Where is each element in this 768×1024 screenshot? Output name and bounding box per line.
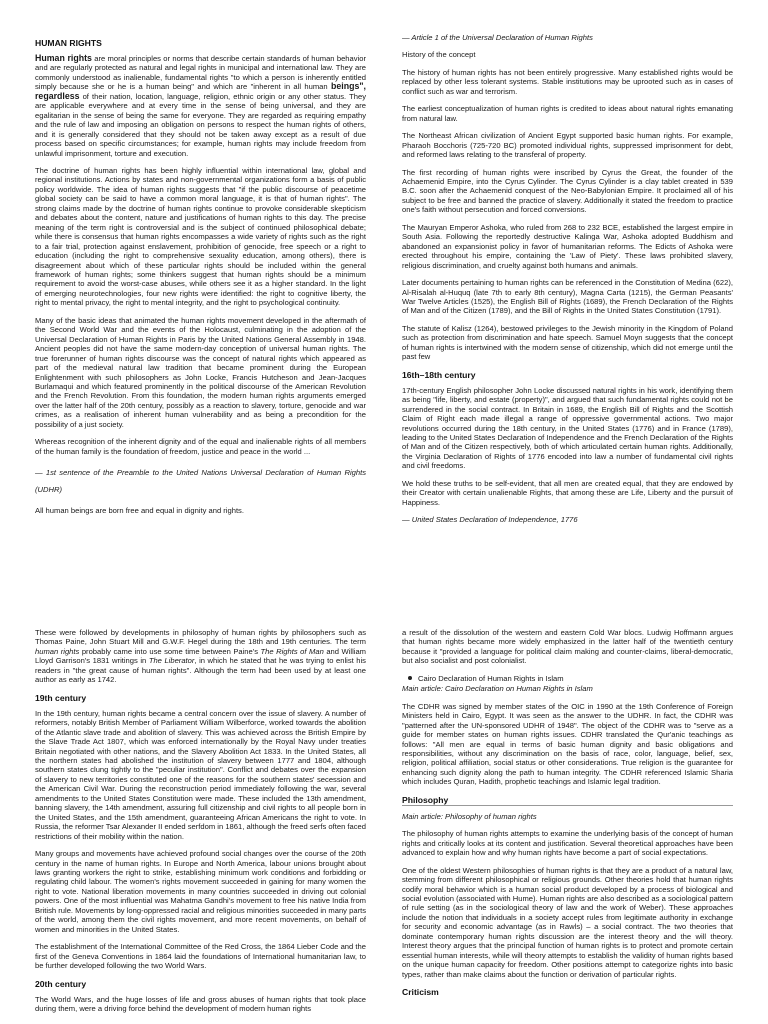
paragraph: The CDHR was signed by member states of the OIC in 1990 at the 19th Conference of Foreign Ministers held in Cairo, Egypt. It was seen as the answer to the UDHR. In fact, the CDHR was "patterned after the UN-sponsored UDHR of 1948". The object of the CDHR was to "serve as a guide for member states on human rights issues. CDHR translated the Qur'anic teachings as follows: "All men are equal in terms of basic human dignity and basic obligations and responsibilities, without any discrimination on the basis of race, color, language, belief, sex, religion, political affiliation, social status or other considerations. True religion is the guarantee for enhancing such dignity along the path to human integrity. The CDHR referenced Islamic Sharia which includes Quran, Hadith, prophetic teachings and Islamic legal tradition. bbox=[402, 701, 733, 787]
paragraph: Whereas recognition of the inherent dignity and of the equal and inalienable rights of all members of the human family is the foundation of freedom, justice and peace in the world ... bbox=[35, 437, 366, 456]
column-top-left bbox=[35, 38, 366, 524]
section-heading: Philosophy bbox=[402, 795, 733, 806]
bullet-item bbox=[408, 674, 733, 683]
column-bottom-right bbox=[402, 628, 733, 1003]
paragraph: a result of the dissolution of the western and eastern Cold War blocs. Ludwig Hoffmann argues that human rights became more widely emphasized in the latter half of the twentieth century because it "provided a language for political claim making and counter-claims, liberal-democratic, but also socialist and post colonialist. bbox=[402, 628, 733, 666]
bold-run: beings", regardless bbox=[35, 81, 366, 101]
main-article-link[interactable]: Main article: Philosophy of human rights bbox=[402, 811, 537, 821]
paragraph: One of the oldest Western philosophies of human rights is that they are a product of a natural law, stemming from different philosophical or religious grounds. Other theories hold that human rights codify moral behavior which is a human social product developed by a process of biological and social evolution (associated with Hume). Human rights are also described as a sociological pattern of rule setting (as in the sociological theory of law and the work of Weber). These approaches include the notion that individuals in a society accept rules from legitimate authority in exchange for security and economic advantage (as in Rawls) – a social contract. The two theories that dominate contemporary human rights discussion are the interest theory and the will theory. Interest theory argues that the principal function of human rights is to protect and promote certain essential human interests, while will theory attempts to establish the validity of human rights based on the unique human capacity for freedom. Other positions attempt to categorize rights into basic types, rather than make claims about the function or derivation of particular rights. bbox=[402, 865, 733, 979]
text-run: of their nation, location, language, religion, ethnic origin or any other status. They are applicable everywhere and at every time in the sense of being universal, and they are egalitarian in the sense of being the same for everyone. They are regarded as requiring empathy and the rule of law and imposing an obligation on persons to respect the human rights of others, and it is generally considered that they should not be taken away except as a result of due process based on specific circumstances; for example, human rights may include freedom from unlawful imprisonment, torture and execution. bbox=[35, 91, 366, 158]
text-run: probably came into use some time between Paine's bbox=[79, 646, 261, 656]
paragraph: The statute of Kalisz (1264), bestowed privileges to the Jewish minority in the Kingdom of Poland such as protection from discrimination and hate speech. Samuel Moyn suggests that the concept of human rights is intertwined with the modern sense of citizenship, which did not emerge until the past few bbox=[402, 323, 733, 362]
paragraph bbox=[35, 628, 366, 685]
paragraph: 17th-century English philosopher John Locke discussed natural rights in his work, identifying them as being "life, liberty, and estate (property)", and argued that such fundamental rights could not be surrendered in the social contract. In Britain in 1689, the English Bill of Rights and the Scottish Claim of Right each made illegal a range of oppressive governmental actions. Two major revolutions occurred during the 18th century, in the United States (1776) and in France (1789), leading to the United States Declaration of Independence and the French Declaration of the Rights of Man and of the Citizen respectively, both of which articulated certain human rights. Additionally, the Virginia Declaration of Rights of 1776 encoded into law a number of fundamental civil rights and civil freedoms. bbox=[402, 385, 733, 471]
paragraph: The Northeast African civilization of Ancient Egypt supported basic human rights. For example, Pharaoh Bocchoris (725-720 BC) promoted individual rights, suppressed imprisonment for debt, and reformed laws relating to the transferal of property. bbox=[402, 131, 733, 160]
column-bottom-left bbox=[35, 628, 366, 1021]
paragraph: Many groups and movements have achieved profound social changes over the course of the 20th century in the name of human rights. In Europe and North America, labour unions brought about laws granting workers the right to strike, establishing minimum work conditions and forbidding or regulating child labour. The women's rights movement succeeded in gaining for many women the right to vote. National liberation movements in many countries succeeded in driving out colonial powers. One of the most influential was Mahatma Gandhi's movement to free his native India from British rule. Movements by long-oppressed racial and religious minorities succeeded in many parts of the world, among them the civil rights movement, and more recent movements, on behalf of women and minorities in the United States. bbox=[35, 849, 366, 934]
text-run: , in which he stated that he was trying to enlist his readers in "the great cause of human rights". Although the term had been used by at least one author as early as 1742. bbox=[35, 656, 366, 685]
section-heading: 20th century bbox=[35, 978, 87, 989]
paragraph bbox=[35, 54, 366, 158]
bullet-label: Cairo Declaration of Human Rights in Islam bbox=[418, 673, 564, 683]
section-heading: 16th–18th century bbox=[402, 369, 476, 380]
paragraph: All human beings are born free and equal in dignity and rights. bbox=[35, 506, 244, 516]
text-run: These were followed by developments in philosophy of human rights by philosophers such as Thomas Paine, John Stuart Mill and G.W.F. Hegel during the 18th and 19th centuries. The term bbox=[35, 628, 366, 647]
main-article-link[interactable]: Main article: Cairo Declaration on Human Rights in Islam bbox=[402, 684, 593, 694]
paragraph: Later documents pertaining to human rights can be referenced in the Constitution of Medina (622), Al-Risalah al-Huquq (late 7th to early 8th century), Magna Carta (1215), the German Peasants' War Twelve Articles (1525), the English Bill of Rights (1689), the French Declaration of the Rights of Man and of the Citizen (1789), and the Bill of Rights in the United States Constitution (1791). bbox=[402, 278, 733, 316]
column-top-right bbox=[402, 33, 733, 533]
italic-run: The Rights of Man bbox=[260, 646, 324, 656]
quote-attribution: — United States Declaration of Independence, 1776 bbox=[402, 515, 578, 525]
text-run: are moral principles or norms that describe certain standards of human behavior and are regularly protected as natural and legal rights in municipal and international law. They are commonly understood as inalienable, fundamental rights "to which a person is inherently entitled simply because she or he is a human being" and which are "inherent in all human bbox=[35, 54, 366, 92]
text-run: and William Lloyd Garrison's 1831 writings in bbox=[35, 646, 366, 666]
paragraph: The first recording of human rights were inscribed by Cyrus the Great, the founder of the Achaemenid Empire, into the Cyrus Cylinder. The Cyrus Cylinder is a clay tablet created in 539 B.C. soon after the Achaemenid conquest of the Neo-Babylonian Empire. It proclaimed all of his subject to be free and banned the practice of slavery. Additionally it stated the freedom to practice one's faith without persecution and forced conversions. bbox=[402, 167, 733, 215]
italic-run: human rights bbox=[35, 646, 80, 656]
paragraph: The history of human rights has not been entirely progressive. Many established rights would be replaced by other less tolerant systems. Stable institutions may be uprooted such as in cases of conflict such as war and terrorism. bbox=[402, 67, 733, 96]
paragraph: The Mauryan Emperor Ashoka, who ruled from 268 to 232 BCE, established the largest empire in South Asia. Following the reportedly destructive Kalinga War, Ashoka adopted Buddhism and abandoned an expansionist policy in favor of humanitarian reforms. The Edicts of Ashoka were erected throughout his empire, containing the 'Law of Piety'. These laws prohibited slavery, religious discrimination, and cruelty against both humans and animals. bbox=[402, 222, 733, 270]
section-heading: Criticism bbox=[402, 987, 439, 998]
paragraph: We hold these truths to be self-evident, that all men are created equal, that they are endowed by their Creator with certain unalienable Rights, that among these are Life, Liberty and the pursuit of Happiness. bbox=[402, 478, 733, 507]
section-heading: 19th century bbox=[35, 692, 87, 703]
italic-run: The Liberator bbox=[148, 656, 195, 666]
page-title: HUMAN RIGHTS bbox=[35, 38, 102, 48]
paragraph: In the 19th century, human rights became a central concern over the issue of slavery. A number of reformers, notably British Member of Parliament William Wilberforce, worked towards the abolition of the Atlantic slave trade and abolition of slavery. This was achieved across the British Empire by the Slave Trade Act 1807, which was enforced internationally by the Royal Navy under treaties Britain negotiated with other nations, and the Slavery Abolition Act 1833. In the United States, all the northern states had abolished the institution of slavery between 1777 and 1804, although southern states clung tightly to the "peculiar institution". Conflict and debates over the expansion of slavery to new territories constituted one of the reasons for the southern states' secession and the American Civil War. During the reconstruction period immediately following the war, several amendments to the United States Constitution were made. These included the 13th amendment, banning slavery, the 14th amendment, assuring full citizenship and civil rights to all people born in the United States, and the 15th amendment, guaranteeing African Americans the right to vote. In Russia, the reformer Tsar Alexander II ended serfdom in 1861, although the freed serfs often faced restrictions of their mobility within the nation. bbox=[35, 708, 366, 841]
paragraph: The establishment of the International Committee of the Red Cross, the 1864 Lieber Code and the first of the Geneva Conventions in 1864 laid the foundations of International humanitarian law, to be further developed following the two World Wars. bbox=[35, 942, 366, 971]
paragraph: Many of the basic ideas that animated the human rights movement developed in the aftermath of the Second World War and the events of the Holocaust, culminating in the adoption of the Universal Declaration of Human Rights in Paris by the United Nations General Assembly in 1948. Ancient peoples did not have the same modern-day conception of universal human rights. The true forerunner of human rights discourse was the concept of natural rights which appeared as part of the medieval natural law tradition that became prominent during the European Enlightenment with such philosophers as John Locke, Francis Hutcheson and Jean-Jacques Burlamaqui and which featured prominently in the political discourse of the American Revolution and the French Revolution. From this foundation, the modern human rights arguments emerged over the latter half of the 20th century, possibly as a reaction to slavery, torture, genocide and war crimes, as a realisation of inherent human vulnerability and as being a precondition for the possibility of a just society. bbox=[35, 315, 366, 429]
quote-attribution: — Article 1 of the Universal Declaration of Human Rights bbox=[402, 33, 593, 42]
paragraph: The World Wars, and the huge losses of life and gross abuses of human rights that took place during them, were a driving force behind the development of modern human rights bbox=[35, 994, 366, 1013]
lead-term: Human rights bbox=[35, 53, 92, 63]
paragraph: The earliest conceptualization of human rights is credited to ideas about natural rights emanating from natural law. bbox=[402, 104, 733, 123]
section-label: History of the concept bbox=[402, 50, 476, 60]
paragraph: The philosophy of human rights attempts to examine the underlying basis of the concept of human rights and critically looks at its content and justification. Several theoretical approaches have been advanced to explain how and why human rights have become a part of social expectations. bbox=[402, 829, 733, 858]
paragraph: The doctrine of human rights has been highly influential within international law, global and regional institutions. Actions by states and non-governmental organizations form a basis of public policy worldwide. The idea of human rights suggests that "if the public discourse of peacetime global society can be said to have a common moral language, it is that of human rights". The strong claims made by the doctrine of human rights continue to provoke considerable skepticism and debates about the content, nature and justifications of human rights to this day. The precise meaning of the term right is controversial and is the subject of continued philosophical debate; while there is consensus that human rights encompasses a wide variety of rights such as the right to a fair trial, protection against enslavement, prohibition of genocide, free speech or a right to education (including the right to comprehensive sexuality education, among others), there is disagreement about which of these particular rights should be included within the general framework of human rights; some thinkers suggest that human rights should be a minimum requirement to avoid the worst-case abuses, while others see it as a higher standard. In the light of emerging neurotechnologies, four new rights were identified: the right to cognitive liberty, the right to mental privacy, the right to mental integrity, and the right to psychological continuity. bbox=[35, 165, 366, 308]
quote-attribution: — 1st sentence of the Preamble to the United Nations Universal Declaration of Human Rights (UDHR) bbox=[35, 468, 366, 495]
bullet-icon bbox=[408, 676, 412, 680]
